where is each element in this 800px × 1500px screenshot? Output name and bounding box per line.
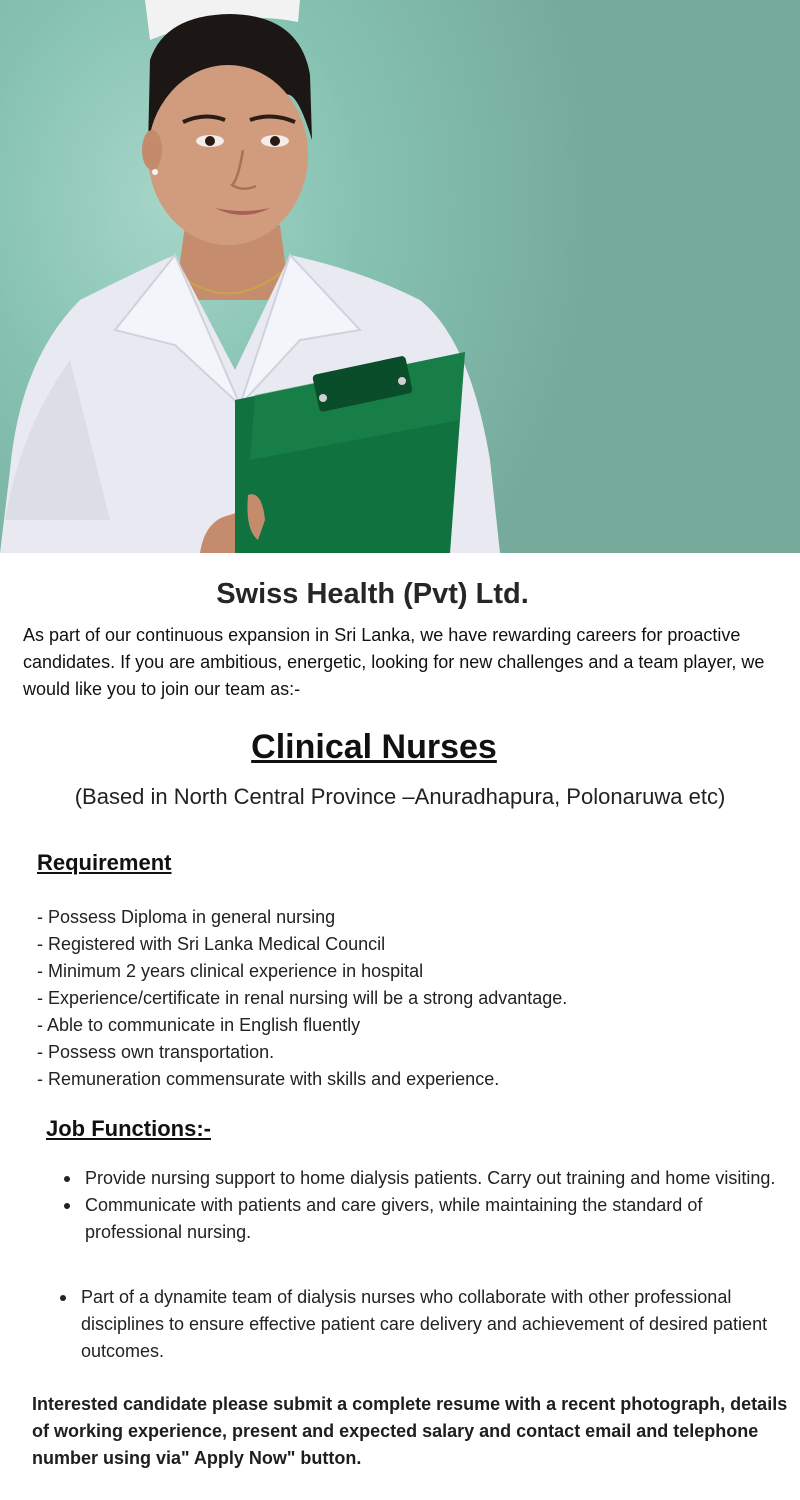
requirement-item: - Possess own transportation. <box>37 1042 275 1062</box>
hero-image <box>0 0 800 553</box>
requirement-item: - Possess Diploma in general nursing <box>37 907 336 927</box>
requirement-item: - Experience/certificate in renal nursing will be a strong advantage. <box>37 988 568 1008</box>
requirement-item: - Remuneration commensurate with skills and experience. <box>37 1069 500 1089</box>
intro-paragraph: As part of our continuous expansion in Sri Lanka, we have rewarding careers for proactive candidates. If you are ambitious, energetic, looking for new challenges and a team player, we would like you to join our team as:- <box>23 625 765 699</box>
company-name: Swiss Health (Pvt) Ltd. <box>216 578 529 610</box>
job-functions-list-extra <box>56 1284 796 1365</box>
requirement-item: - Able to communicate in English fluently <box>37 1015 361 1035</box>
requirement-heading: Requirement <box>37 850 172 875</box>
requirement-item: - Minimum 2 years clinical experience in hospital <box>37 961 424 981</box>
requirement-item: - Registered with Sri Lanka Medical Council <box>37 934 386 954</box>
job-functions-heading: Job Functions:- <box>46 1116 211 1141</box>
job-function-item: Communicate with patients and care givers, while maintaining the standard of professional nursing. <box>60 1192 795 1246</box>
job-functions-list <box>60 1165 795 1246</box>
closing-instructions: Interested candidate please submit a complete resume with a recent photograph, details of working experience, present and expected salary and contact email and telephone number using via" Apply Now" button. <box>32 1394 788 1468</box>
nurse-illustration <box>0 0 800 553</box>
job-location: (Based in North Central Province –Anuradhapura, Polonaruwa etc) <box>74 784 726 809</box>
job-function-item: Provide nursing support to home dialysis patients. Carry out training and home visiting. <box>60 1165 795 1192</box>
job-function-item: Part of a dynamite team of dialysis nurses who collaborate with other professional disciplines to ensure effective patient care delivery and achievement of desired patient outcomes. <box>56 1284 796 1365</box>
job-title: Clinical Nurses <box>251 728 497 766</box>
requirement-list <box>37 904 777 1093</box>
